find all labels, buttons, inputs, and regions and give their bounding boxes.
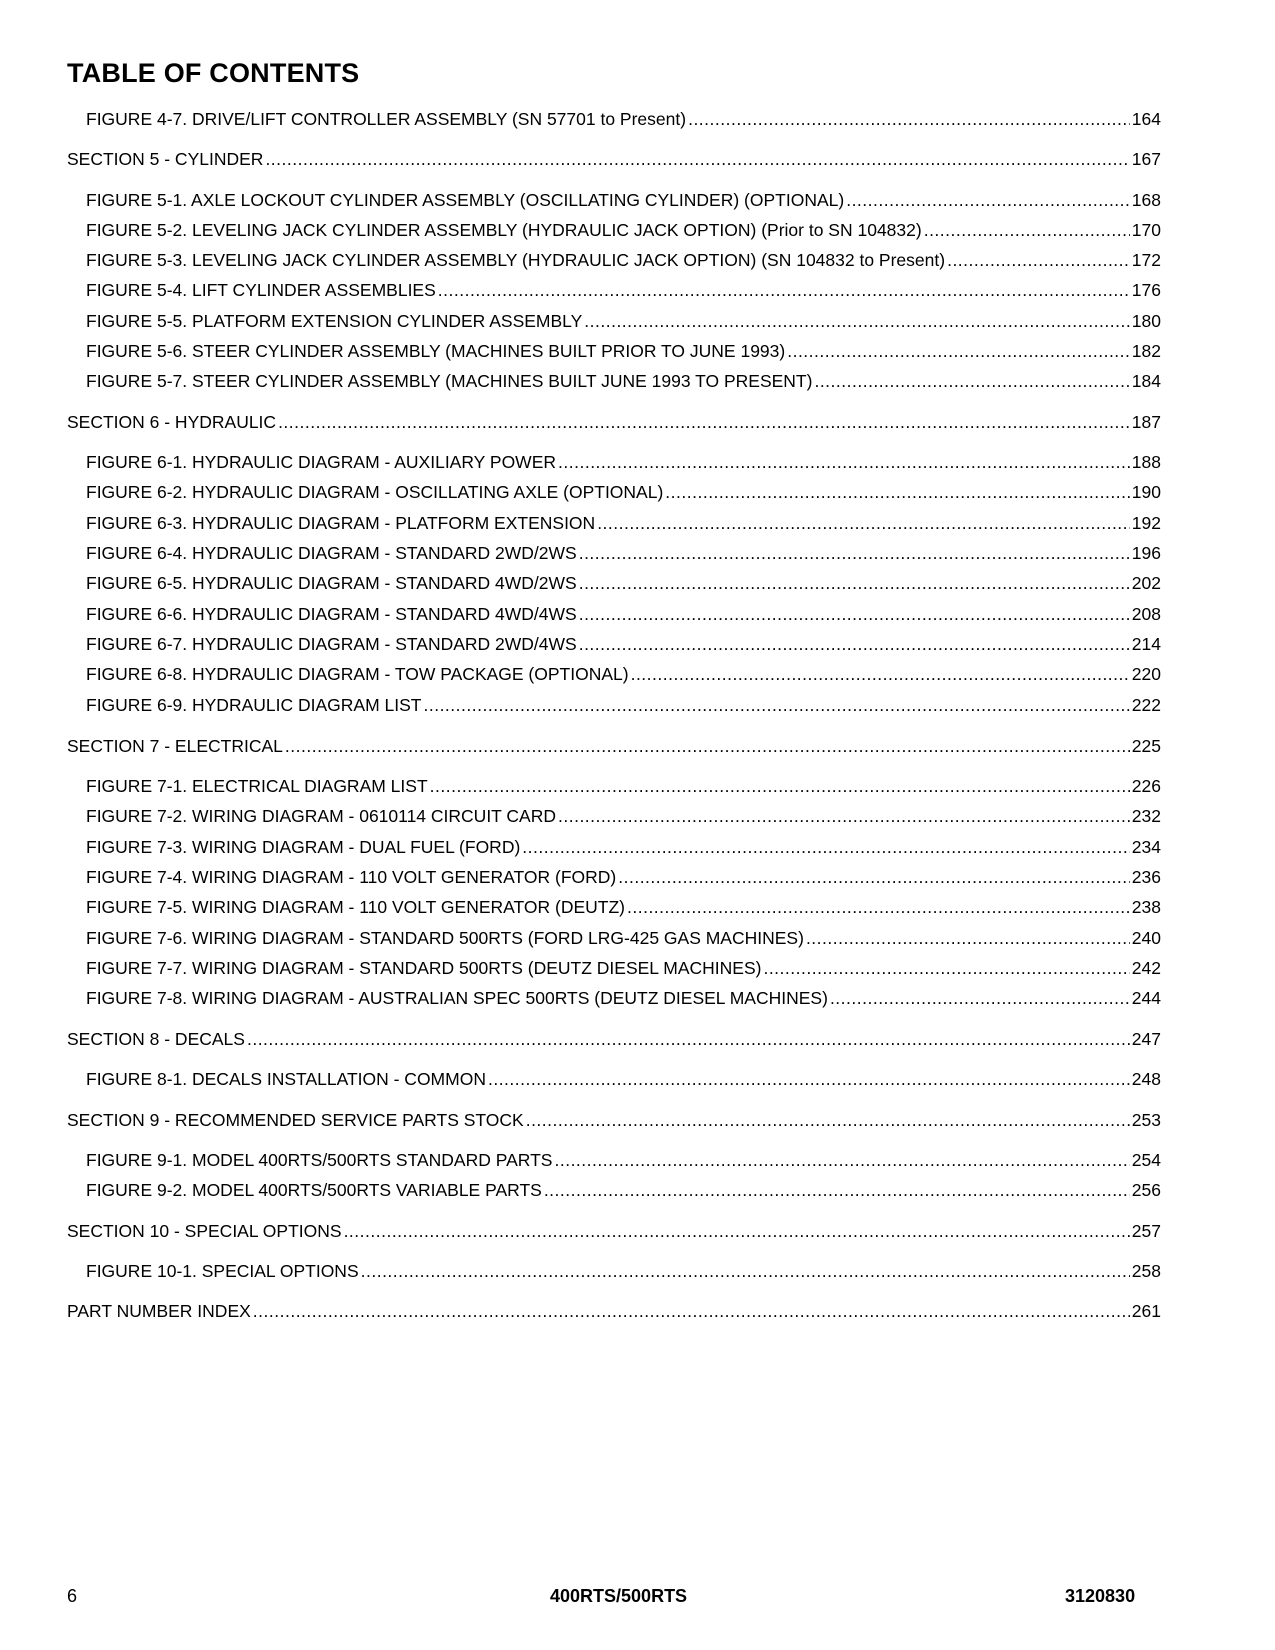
toc-entry-title: SECTION 9 - RECOMMENDED SERVICE PARTS STOCK (67, 1110, 524, 1130)
toc-entry-title: FIGURE 6-5. HYDRAULIC DIAGRAM - STANDARD 4WD/2WS (86, 573, 577, 593)
dot-leader (544, 1179, 1130, 1201)
toc-entry-title: FIGURE 5-1. AXLE LOCKOUT CYLINDER ASSEMBLY (OSCILLATING CYLINDER) (OPTIONAL) (86, 190, 845, 210)
toc-entry-title: FIGURE 6-8. HYDRAULIC DIAGRAM - TOW PACKAGE (OPTIONAL) (86, 664, 629, 684)
toc-entry-title: FIGURE 7-3. WIRING DIAGRAM - DUAL FUEL (FORD) (86, 837, 521, 857)
toc-entry-page: 244 (1131, 988, 1161, 1008)
toc-entry-title: FIGURE 5-7. STEER CYLINDER ASSEMBLY (MACHINES BUILT JUNE 1993 TO PRESENT) (86, 371, 813, 391)
toc-figure-entry (67, 451, 1161, 473)
toc-entry-page: 196 (1131, 543, 1161, 563)
toc-entry-title: SECTION 8 - DECALS (67, 1029, 245, 1049)
footer-model: 400RTS/500RTS (550, 1586, 688, 1606)
toc-figure-entry (67, 957, 1161, 979)
toc-figure-entry (67, 1149, 1161, 1171)
dot-leader (247, 1028, 1130, 1050)
dot-leader (665, 481, 1130, 503)
dot-leader (584, 310, 1130, 332)
toc-entry-title: SECTION 10 - SPECIAL OPTIONS (67, 1221, 342, 1241)
dot-leader (265, 148, 1129, 170)
toc-entry-title: FIGURE 6-2. HYDRAULIC DIAGRAM - OSCILLATING AXLE (OPTIONAL) (86, 482, 664, 502)
toc-entry-title: FIGURE 9-1. MODEL 400RTS/500RTS STANDARD PARTS (86, 1150, 553, 1170)
toc-entry-title: FIGURE 5-5. PLATFORM EXTENSION CYLINDER ASSEMBLY (86, 311, 583, 331)
toc-section-entry (67, 148, 1161, 170)
toc-entry-page: 172 (1131, 250, 1161, 270)
toc-entry-page: 192 (1131, 513, 1161, 533)
toc-entry-page: 253 (1131, 1110, 1161, 1130)
dot-leader (631, 663, 1130, 685)
toc-entry-title: FIGURE 6-6. HYDRAULIC DIAGRAM - STANDARD 4WD/4WS (86, 604, 577, 624)
toc-entry-title: SECTION 7 - ELECTRICAL (67, 736, 283, 756)
toc-entry-page: 236 (1131, 867, 1161, 887)
dot-leader (830, 987, 1130, 1009)
toc-entry-title: PART NUMBER INDEX (67, 1301, 251, 1321)
toc-entry-title: FIGURE 6-1. HYDRAULIC DIAGRAM - AUXILIARY POWER (86, 452, 557, 472)
toc-entry-page: 187 (1131, 412, 1161, 432)
dot-leader (579, 603, 1130, 625)
dot-leader (618, 866, 1130, 888)
dot-leader (526, 1109, 1130, 1131)
dot-leader (846, 189, 1130, 211)
toc-entry-page: 258 (1131, 1261, 1161, 1281)
toc-entry-page: 176 (1131, 280, 1161, 300)
table-of-contents (67, 0, 1161, 1650)
toc-figure-entry (67, 633, 1161, 655)
toc-figure-entry (67, 572, 1161, 594)
dot-leader (278, 411, 1130, 433)
toc-entry-page: 220 (1131, 664, 1161, 684)
toc-entry-page: 240 (1131, 928, 1161, 948)
toc-entry-page: 222 (1131, 695, 1161, 715)
toc-section-entry (67, 1028, 1161, 1050)
footer-document-number: 3120830 (1065, 1586, 1136, 1606)
toc-figure-entry (67, 512, 1161, 534)
dot-leader (558, 805, 1130, 827)
toc-entry-title: FIGURE 9-2. MODEL 400RTS/500RTS VARIABLE PARTS (86, 1180, 542, 1200)
toc-figure-entry (67, 279, 1161, 301)
toc-figure-entry (67, 310, 1161, 332)
toc-entry-page: 261 (1131, 1301, 1161, 1321)
dot-leader (814, 370, 1129, 392)
toc-entry-title: FIGURE 5-6. STEER CYLINDER ASSEMBLY (MACHINES BUILT PRIOR TO JUNE 1993) (86, 341, 786, 361)
toc-entry-title: FIGURE 6-3. HYDRAULIC DIAGRAM - PLATFORM EXTENSION (86, 513, 596, 533)
toc-entry-page: 167 (1131, 149, 1161, 169)
dot-leader (806, 927, 1130, 949)
toc-figure-entry (67, 694, 1161, 716)
dot-leader (285, 735, 1130, 757)
dot-leader (423, 694, 1129, 716)
toc-figure-entry (67, 805, 1161, 827)
toc-entry-page: 184 (1131, 371, 1161, 391)
dot-leader (522, 836, 1130, 858)
toc-entry-title: FIGURE 8-1. DECALS INSTALLATION - COMMON (86, 1069, 486, 1089)
toc-entry-title: FIGURE 7-4. WIRING DIAGRAM - 110 VOLT GENERATOR (FORD) (86, 867, 617, 887)
dot-leader (554, 1149, 1129, 1171)
toc-entry-page: 256 (1131, 1180, 1161, 1200)
toc-entry-title: FIGURE 10-1. SPECIAL OPTIONS (86, 1261, 359, 1281)
toc-entry-page: 188 (1131, 452, 1161, 472)
dot-leader (924, 219, 1130, 241)
toc-figure-entry (67, 249, 1161, 271)
toc-section-entry (67, 1220, 1161, 1242)
dot-leader (947, 249, 1130, 271)
toc-entry-title: SECTION 5 - CYLINDER (67, 149, 264, 169)
toc-section-entry (67, 735, 1161, 757)
toc-entry-title: FIGURE 7-1. ELECTRICAL DIAGRAM LIST (86, 776, 428, 796)
footer-page-number: 6 (67, 1586, 78, 1606)
toc-entry-page: 232 (1131, 806, 1161, 826)
dot-leader (688, 108, 1130, 130)
toc-figure-entry (67, 775, 1161, 797)
toc-figure-entry (67, 927, 1161, 949)
toc-entry-title: FIGURE 7-8. WIRING DIAGRAM - AUSTRALIAN SPEC 500RTS (DEUTZ DIESEL MACHINES) (86, 988, 828, 1008)
toc-entry-page: 257 (1131, 1221, 1161, 1241)
toc-figure-entry (67, 866, 1161, 888)
toc-entry-title: FIGURE 4-7. DRIVE/LIFT CONTROLLER ASSEMBLY (SN 57701 to Present) (86, 109, 687, 129)
dot-leader (488, 1068, 1130, 1090)
toc-figure-entry (67, 987, 1161, 1009)
dot-leader (579, 572, 1130, 594)
toc-entry-page: 182 (1131, 341, 1161, 361)
dot-leader (430, 775, 1130, 797)
dot-leader (253, 1300, 1130, 1322)
toc-entry-title: FIGURE 5-3. LEVELING JACK CYLINDER ASSEMBLY (HYDRAULIC JACK OPTION) (SN 104832 to Present) (86, 250, 946, 270)
toc-entry-page: 190 (1131, 482, 1161, 502)
toc-figure-entry (67, 542, 1161, 564)
dot-leader (558, 451, 1130, 473)
toc-section-entry (67, 1109, 1161, 1131)
toc-section-entry (67, 1300, 1161, 1322)
toc-figure-entry (67, 481, 1161, 503)
toc-entry-page: 225 (1131, 736, 1161, 756)
toc-entry-page: 168 (1131, 190, 1161, 210)
toc-figure-entry (67, 1260, 1161, 1282)
dot-leader (579, 542, 1130, 564)
toc-figure-entry (67, 189, 1161, 211)
dot-leader (361, 1260, 1130, 1282)
dot-leader (579, 633, 1130, 655)
toc-entry-title: FIGURE 7-7. WIRING DIAGRAM - STANDARD 500RTS (DEUTZ DIESEL MACHINES) (86, 958, 762, 978)
toc-entry-page: 214 (1131, 634, 1161, 654)
dot-leader (438, 279, 1130, 301)
toc-entry-page: 238 (1131, 897, 1161, 917)
toc-entry-title: FIGURE 6-4. HYDRAULIC DIAGRAM - STANDARD 2WD/2WS (86, 543, 577, 563)
toc-entry-title: FIGURE 7-2. WIRING DIAGRAM - 0610114 CIRCUIT CARD (86, 806, 556, 826)
toc-figure-entry (67, 663, 1161, 685)
toc-entry-title: FIGURE 5-4. LIFT CYLINDER ASSEMBLIES (86, 280, 436, 300)
toc-entry-page: 164 (1131, 109, 1161, 129)
page-title: TABLE OF CONTENTS (67, 58, 360, 88)
dot-leader (787, 340, 1130, 362)
toc-entry-page: 170 (1131, 220, 1161, 240)
toc-entry-page: 242 (1131, 958, 1161, 978)
dot-leader (627, 896, 1130, 918)
toc-figure-entry (67, 603, 1161, 625)
toc-entry-title: FIGURE 6-9. HYDRAULIC DIAGRAM LIST (86, 695, 422, 715)
dot-leader (344, 1220, 1130, 1242)
dot-leader (597, 512, 1130, 534)
toc-figure-entry (67, 219, 1161, 241)
toc-section-entry (67, 411, 1161, 433)
toc-figure-entry (67, 1179, 1161, 1201)
toc-figure-entry (67, 836, 1161, 858)
toc-entry-page: 247 (1131, 1029, 1161, 1049)
toc-figure-entry (67, 1068, 1161, 1090)
toc-entry-page: 234 (1131, 837, 1161, 857)
toc-figure-entry (67, 370, 1161, 392)
toc-entry-page: 180 (1131, 311, 1161, 331)
toc-figure-entry (67, 340, 1161, 362)
toc-entry-title: FIGURE 5-2. LEVELING JACK CYLINDER ASSEMBLY (HYDRAULIC JACK OPTION) (Prior to SN 104832) (86, 220, 922, 240)
toc-entry-page: 248 (1131, 1069, 1161, 1089)
toc-entry-title: SECTION 6 - HYDRAULIC (67, 412, 277, 432)
toc-entry-title: FIGURE 7-6. WIRING DIAGRAM - STANDARD 500RTS (FORD LRG-425 GAS MACHINES) (86, 928, 804, 948)
toc-entry-page: 226 (1131, 776, 1161, 796)
toc-entry-title: FIGURE 6-7. HYDRAULIC DIAGRAM - STANDARD 2WD/4WS (86, 634, 577, 654)
dot-leader (763, 957, 1129, 979)
toc-entry-title: FIGURE 7-5. WIRING DIAGRAM - 110 VOLT GENERATOR (DEUTZ) (86, 897, 625, 917)
toc-entry-page: 202 (1131, 573, 1161, 593)
toc-entry-page: 254 (1131, 1150, 1161, 1170)
toc-figure-entry (67, 108, 1161, 130)
toc-figure-entry (67, 896, 1161, 918)
toc-entry-page: 208 (1131, 604, 1161, 624)
